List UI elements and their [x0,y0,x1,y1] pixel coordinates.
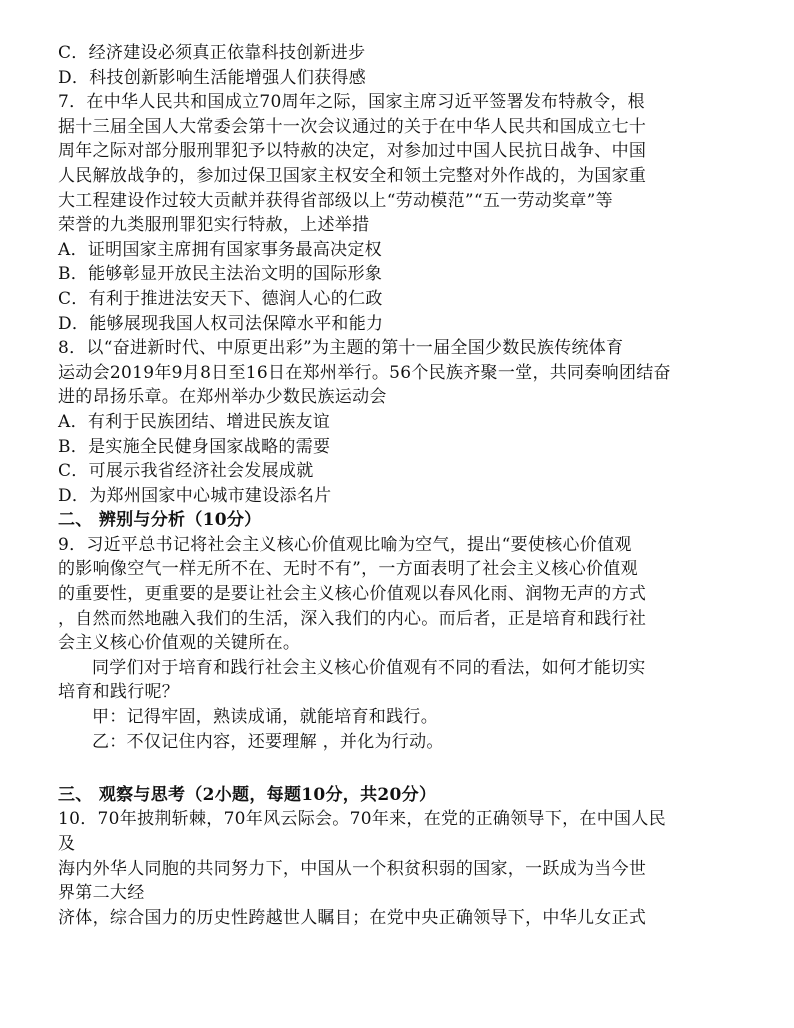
question-stem-line: 人民解放战争的，参加过保卫国家主权安全和领土完整对外作战的，为国家重 [58,165,647,186]
question-8 [58,336,738,508]
question-stem-line: 9．习近平总书记将社会主义核心价值观比喻为空气，提出“要使核心价值观 [58,534,632,555]
option-b: B．能够彰显开放民主法治文明的国际形象 [58,264,383,285]
question-stem-line: 8．以“奋进新时代、中原更出彩”为主题的第十一届全国少数民族传统体育 [58,338,624,359]
question-stem-line: 及 [58,834,76,854]
question-stem-line: 的影响像空气一样无所不在、无时不有”，一方面表明了社会主义核心价值观 [58,559,638,580]
view-yi: 乙：不仅记住内容，还要理解 ，并化为行动。 [92,731,444,752]
question-stem-line: 10．70年披荆斩棘，70年风云际会。70年来，在党的正确领导下，在中国人民 [58,809,666,830]
question-stem-line: 大工程建设作过较大贡献并获得省部级以上“劳动模范”“五一劳动奖章”等 [58,190,613,211]
option-d: D．为郑州国家中心城市建设添名片 [58,485,332,506]
question-stem-line: 界第二大经 [58,883,145,904]
question-7 [58,90,738,336]
option-a: A．证明国家主席拥有国家事务最高决定权 [58,239,382,260]
question-stem-line: 会主义核心价值观的关键所在。 [58,633,301,654]
question-stem-line: 荣誉的九类服刑罪犯实行特赦，上述举措 [58,215,370,236]
exam-page [58,41,738,930]
question-prompt-line: 培育和践行呢？ [58,682,180,703]
option-c: C．经济建设必须真正依靠科技创新进步 [58,43,366,63]
question-stem-line: 进的昂扬乐章。在郑州举办少数民族运动会 [58,387,387,408]
question-9 [58,533,738,754]
view-jia: 甲：记得牢固，熟读成诵，就能培育和践行。 [92,707,438,728]
option-c: C．有利于推进法安天下、德润人心的仁政 [58,288,383,309]
section-3-heading: 三、 观察与思考（2小题，每题10分，共20分） [58,784,437,805]
question-stem-line: 海内外华人同胞的共同努力下，中国从一个积贫积弱的国家，一跃成为当今世 [58,858,647,879]
option-d: D．科技创新影响生活能增强人们获得感 [58,67,367,88]
question-stem-line: 据十三届全国人大常委会第十一次会议通过的关于在中华人民共和国成立七十 [58,116,647,137]
question-stem-line: 的重要性，更重要的是要让社会主义核心价值观以春风化雨、润物无声的方式 [58,584,647,605]
option-d: D．能够展现我国人权司法保障水平和能力 [58,313,384,334]
question-stem-line: 济体，综合国力的历史性跨越世人瞩目；在党中央正确领导下，中华儿女正式 [58,907,647,928]
section-2-heading: 二、 辨别与分析（10分） [58,510,262,531]
question-10 [58,807,738,930]
question-stem-line: 7．在中华人民共和国成立70周年之际，国家主席习近平签署发布特赦令，根 [58,92,645,113]
blank-line [58,754,738,779]
question-stem-line: ，自然而然地融入我们的生活，深入我们的内心。而后者，正是培育和践行社 [58,608,647,629]
question-prompt-line: 同学们对于培育和践行社会主义核心价值观有不同的看法，如何才能切实 [92,657,646,678]
question-6-options [58,41,738,90]
option-b: B．是实施全民健身国家战略的需要 [58,436,331,457]
question-stem-line: 周年之际对部分服刑罪犯予以特赦的决定，对参加过中国人民抗日战争、中国 [58,141,647,162]
option-a: A．有利于民族团结、增进民族友谊 [58,411,331,432]
question-stem-line: 运动会2019年9月8日至16日在郑州举行。56个民族齐聚一堂，共同奏响团结奋 [58,362,671,383]
option-c: C．可展示我省经济社会发展成就 [58,461,314,482]
